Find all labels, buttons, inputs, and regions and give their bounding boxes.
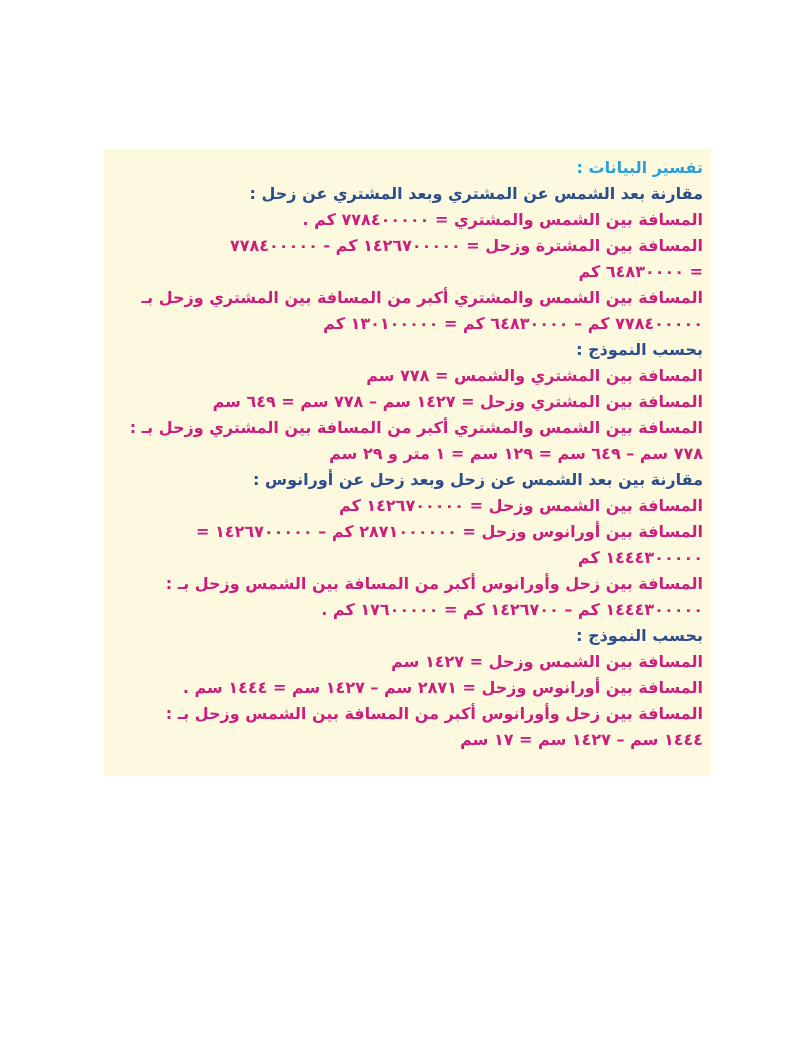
model2-line: المسافة بين أورانوس وزحل = ٢٨٧١ سم – ١٤٢٧ سم = ١٤٤٤ سم . xyxy=(182,678,703,697)
section1-line: المسافة بين الشمس والمشتري = ٧٧٨٤٠٠٠٠٠ كم . xyxy=(302,210,703,229)
model2-line: المسافة بين الشمس وزحل = ١٤٢٧ سم xyxy=(391,652,703,671)
section2-line: المسافة بين الشمس وزحل = ١٤٢٦٧٠٠٠٠٠ كم xyxy=(338,496,703,515)
model1-heading: بحسب النموذج : xyxy=(576,340,703,359)
section1-heading: مقارنة بعد الشمس عن المشتري وبعد المشتري عن زحل : xyxy=(249,184,703,203)
model1-line: المسافة بين المشتري والشمس = ٧٧٨ سم xyxy=(366,366,703,385)
section1-line: المسافة بين المشترة وزحل = ١٤٢٦٧٠٠٠٠٠ كم - ٧٧٨٤٠٠٠٠٠ xyxy=(229,236,703,255)
section1-line: ٧٧٨٤٠٠٠٠٠ كم – ٦٤٨٣٠٠٠٠ كم = ١٣٠١٠٠٠٠٠ كم xyxy=(323,314,703,333)
section1-line: = ٦٤٨٣٠٠٠٠ كم xyxy=(578,262,703,281)
section2-heading: مقارنة بين بعد الشمس عن زحل وبعد زحل عن أورانوس : xyxy=(253,470,703,489)
model1-line: ٧٧٨ سم – ٦٤٩ سم = ١٢٩ سم = ١ متر و ٢٩ سم xyxy=(329,444,703,463)
section1-line: المسافة بين الشمس والمشتري أكبر من المسافة بين المشتري وزحل بـ xyxy=(141,288,703,307)
model2-heading: بحسب النموذج : xyxy=(576,626,703,645)
model2-line: ١٤٤٤ سم – ١٤٢٧ سم = ١٧ سم xyxy=(460,730,703,749)
panel-title: تفسير البيانات : xyxy=(576,158,703,177)
section2-line: المسافة بين أورانوس وزحل = ٢٨٧١٠٠٠٠٠٠ كم – ١٤٢٦٧٠٠٠٠٠ = xyxy=(196,522,703,541)
section2-line: ١٤٤٤٣٠٠٠٠٠ كم – ١٤٢٦٧٠٠ كم = ١٧٦٠٠٠٠٠ كم . xyxy=(321,600,703,619)
section2-line: ١٤٤٤٣٠٠٠٠٠ كم xyxy=(577,548,703,567)
data-interpretation-panel xyxy=(104,149,711,776)
model1-line: المسافة بين الشمس والمشتري أكبر من المسافة بين المشتري وزحل بـ : xyxy=(129,418,703,437)
model2-line: المسافة بين زحل وأورانوس أكبر من المسافة بين الشمس وزحل بـ : xyxy=(165,704,703,723)
section2-line: المسافة بين زحل وأورانوس أكبر من المسافة بين الشمس وزحل بـ : xyxy=(165,574,703,593)
model1-line: المسافة بين المشتري وزحل = ١٤٢٧ سم – ٧٧٨ سم = ٦٤٩ سم xyxy=(212,392,703,411)
